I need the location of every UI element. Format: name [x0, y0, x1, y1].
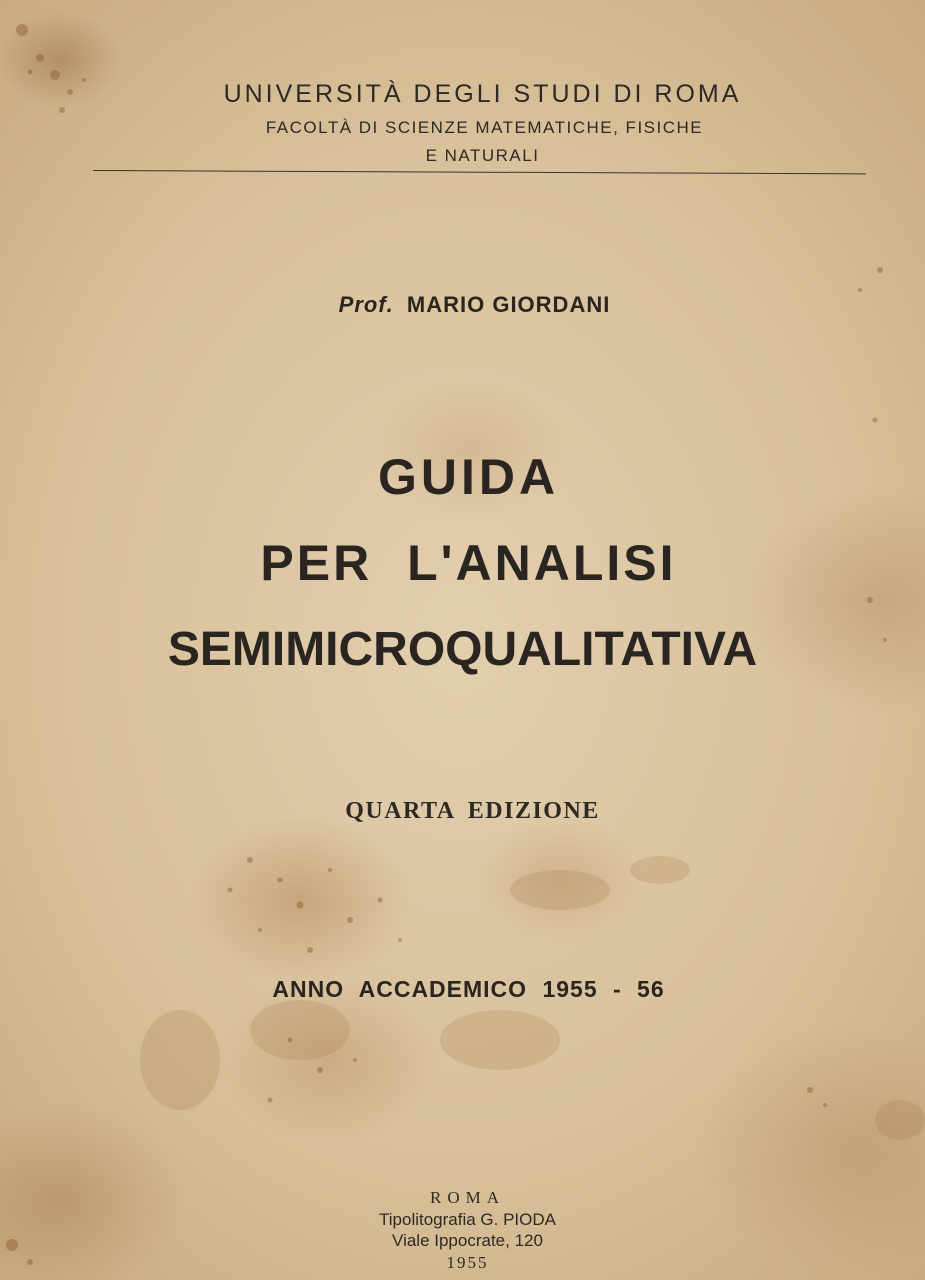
imprint-printer: Tipolitografia G. PIODA	[379, 1210, 556, 1229]
author-name: MARIO GIORDANI	[406, 292, 611, 317]
academic-year: ANNO ACCADEMICO 1955 - 56	[272, 976, 665, 1002]
imprint-address: Viale Ippocrate, 120	[392, 1231, 543, 1250]
imprint-city: ROMA	[429, 1188, 505, 1207]
header-divider	[93, 170, 866, 174]
edition-label: QUARTA EDIZIONE	[345, 798, 600, 824]
imprint-year: 1955	[446, 1253, 489, 1272]
faculty-line-1: FACOLTÀ DI SCIENZE MATEMATICHE, FISICHE	[265, 118, 704, 137]
title-line-2: PER L'ANALISI	[260, 535, 677, 591]
author-title: Prof.	[338, 292, 394, 317]
author-line	[12, 292, 925, 318]
title-line-1: GUIDA	[377, 449, 560, 505]
faculty-line-2: E NATURALI	[425, 146, 540, 165]
title-line-3: SEMIMICROQUALITATIVA	[167, 623, 758, 676]
university-name: UNIVERSITÀ DEGLI STUDI DI ROMA	[223, 80, 742, 108]
